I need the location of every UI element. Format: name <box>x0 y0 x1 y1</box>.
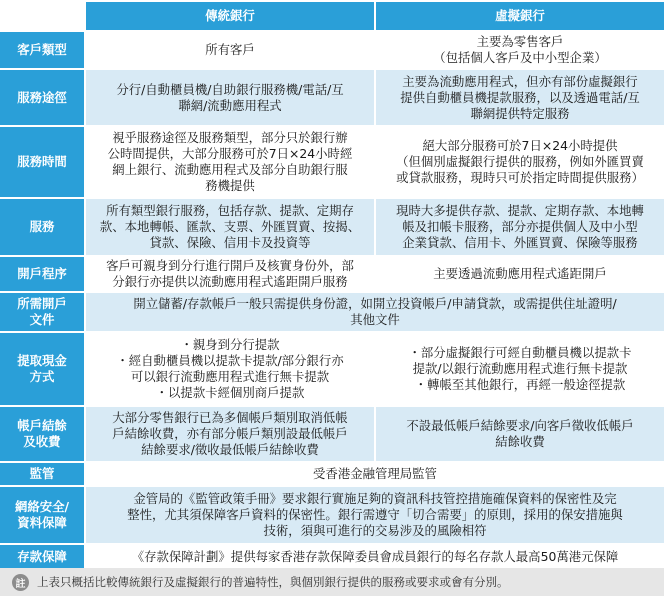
row-label-line: 文件 <box>29 312 55 327</box>
cell-line: 提款/以銀行流動應用程式進行無卡提款 <box>412 361 628 376</box>
cell-line: 務機提供 <box>205 178 255 193</box>
virtual-cell <box>374 70 664 127</box>
cell-line: 分行/自動櫃員機/自助銀行服務機/電話/互 <box>116 81 344 97</box>
row-label <box>0 333 84 407</box>
virtual-cell <box>374 333 664 407</box>
traditional-cell <box>84 70 374 127</box>
shared-cell <box>84 293 664 333</box>
row-label-line: 資料保障 <box>17 515 67 530</box>
footnote-bar <box>0 568 664 596</box>
row-label: 服務 <box>0 199 84 257</box>
cell-line: 公時間提供，大部分服務可於7日×24小時經 <box>107 146 353 161</box>
cell-line: 網上銀行、流動應用程式及部分自助銀行服 <box>112 162 348 177</box>
table-row <box>0 293 664 333</box>
row-label-line: 及收費 <box>23 434 61 449</box>
cell-line: 戶結餘收費，亦有部分帳戶類別設最低帳戶 <box>112 426 348 441</box>
table-row <box>0 127 664 199</box>
cell-line: ・以提款卡經個別商戶提款 <box>155 385 305 400</box>
cell-line: 提供自動櫃員機提款服務，以及透過電話/互 <box>400 89 640 105</box>
cell-line: 主要為零售客戶 <box>476 34 564 49</box>
cell-line: 絕大部分服務可於7日×24小時提供 <box>422 138 618 153</box>
cell-line: 不設最低帳戶結餘要求/向客戶徵收低帳戶 <box>406 418 634 433</box>
cell-line: 主要透過流動應用程式遙距開戶 <box>433 266 607 281</box>
cell-line: 款、本地轉帳、匯款、支票、外匯買賣、按揭、 <box>99 219 361 234</box>
cell-line: 分銀行亦提供以流動應用程式遙距開戶服務 <box>112 274 348 289</box>
cell-line: 結餘收費 <box>495 434 545 449</box>
row-label-line: 網絡安全/ <box>14 499 70 514</box>
cell-line: 金管局的《監管政策手冊》要求銀行實施足夠的資訊科技管控措施確保資料的保密性及完 <box>133 491 617 506</box>
table-row <box>0 70 664 127</box>
column-header-traditional: 傳統銀行 <box>84 2 374 32</box>
cell-line: 企業貸款、信用卡、外匯買賣、保險等服務 <box>402 235 638 250</box>
row-label: 服務時間 <box>0 127 84 199</box>
row-label-line: 提取現金 <box>17 353 67 368</box>
row-label: 客戶類型 <box>0 32 84 70</box>
row-label <box>0 407 84 463</box>
row-label <box>0 293 84 333</box>
table-row <box>0 407 664 463</box>
row-label-line: 帳戶結餘 <box>17 418 67 433</box>
cell-line: ・經自動櫃員機以提款卡提款/部分銀行亦 <box>116 353 344 368</box>
row-label: 監管 <box>0 463 84 487</box>
traditional-cell <box>84 333 374 407</box>
note-icon: 註 <box>12 574 29 591</box>
traditional-cell <box>84 257 374 293</box>
column-header-virtual: 虛擬銀行 <box>374 2 664 32</box>
cell-line: 聯網/流動應用程式 <box>178 97 282 113</box>
comparison-table <box>0 2 664 571</box>
table-row <box>0 463 664 487</box>
traditional-cell <box>84 199 374 257</box>
cell-line: 整性，尤其須保障客戶資料的保密性。銀行需遵守「切合需要」的原則，採用的保安措施與 <box>127 507 623 522</box>
row-label: 開戶程序 <box>0 257 84 293</box>
cell-line: （但個別虛擬銀行提供的服務，例如外匯買賣 <box>396 154 644 169</box>
row-label-line: 所需開戶 <box>17 296 67 311</box>
shared-cell <box>84 487 664 545</box>
traditional-cell <box>84 32 374 70</box>
table-row <box>0 487 664 545</box>
cell-line: 結餘要求/徵收最低帳戶結餘收費 <box>141 442 319 457</box>
table-corner <box>0 2 84 32</box>
cell-line: （包括個人客戶及中小型企業） <box>433 50 607 65</box>
virtual-cell <box>374 257 664 293</box>
cell-line: 帳及扣帳卡服務，部分亦提供個人及中小型 <box>402 219 638 234</box>
table-row <box>0 32 664 70</box>
footnote-text: 上表只概括比較傳統銀行及虛擬銀行的普遍特性，與個別銀行提供的服務或要求或會有分別。 <box>37 575 509 589</box>
cell-line: 技術，須與可進行的交易涉及的風險相符 <box>263 523 487 538</box>
virtual-cell <box>374 407 664 463</box>
cell-line: 客戶可親身到分行進行開戶及核實身份外，部 <box>106 258 354 273</box>
table-row <box>0 257 664 293</box>
table-header-row <box>0 2 664 32</box>
row-label-line: 方式 <box>29 369 55 384</box>
shared-cell: 《存款保障計劃》提供每家香港存款保障委員會成員銀行的每名存款人最高50萬港元保障 <box>84 545 664 571</box>
virtual-cell <box>374 199 664 257</box>
cell-line: 或貸款服務，現時只可於指定時間提供服務） <box>396 170 644 185</box>
table-row <box>0 199 664 257</box>
row-label: 服務途徑 <box>0 70 84 127</box>
cell-line: 現時大多提供存款、提款、定期存款、本地轉 <box>396 203 644 218</box>
traditional-cell <box>84 407 374 463</box>
cell-line: 聯網提供特定服務 <box>470 105 570 121</box>
cell-line: 視乎服務途徑及服務類型，部分只於銀行辦 <box>112 130 348 145</box>
virtual-cell <box>374 127 664 199</box>
shared-cell: 受香港金融管理局監管 <box>84 463 664 487</box>
cell-line: 所有客戶 <box>205 42 255 57</box>
cell-line: ・部分虛擬銀行可經自動櫃員機以提款卡 <box>408 345 632 360</box>
cell-line: 可以銀行流動應用程式進行無卡提款 <box>130 369 330 384</box>
row-label <box>0 487 84 545</box>
cell-line: 大部分零售銀行已為多個帳戶類別取消低帳 <box>112 410 348 425</box>
cell-line: 主要為流動應用程式，但亦有部份虛擬銀行 <box>402 73 638 89</box>
cell-line: 開立儲蓄/存款帳戶一般只需提供身份證，如開立投資帳戶/申請貸款，或需提供住址證明/ <box>133 296 617 311</box>
traditional-cell <box>84 127 374 199</box>
cell-line: 貸款、保險、信用卡及投資等 <box>149 235 311 250</box>
row-label: 存款保障 <box>0 545 84 571</box>
table-row <box>0 333 664 407</box>
cell-line: 其他文件 <box>350 312 400 327</box>
cell-line: ・轉帳至其他銀行，再經一般途徑提款 <box>414 377 626 392</box>
virtual-cell <box>374 32 664 70</box>
cell-line: 所有類型銀行服務，包括存款、提款、定期存 <box>106 203 354 218</box>
cell-line: ・親身到分行提款 <box>180 337 280 352</box>
